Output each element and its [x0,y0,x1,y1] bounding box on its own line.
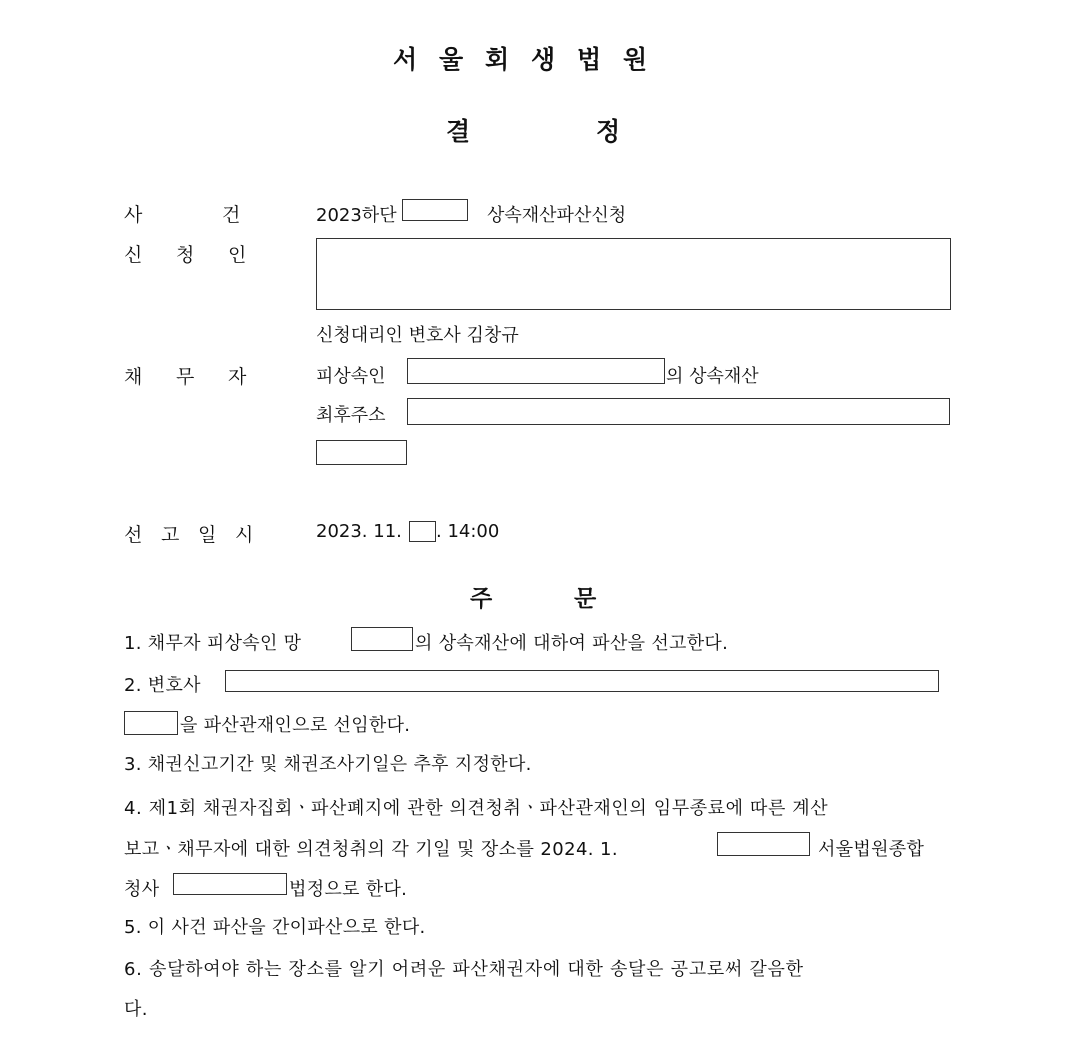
sentence-date: 2023. 11. [316,521,402,542]
decision-char: 결 [446,117,471,146]
redacted-address [407,398,950,425]
sentence-label-char: 선 [124,524,143,546]
case-name: 상속재산파산신청 [487,205,627,226]
court-name-char: 회 [485,45,510,74]
order-item-2-start: 2. 변호사 [124,675,201,696]
sentence-label-char: 시 [235,524,254,546]
debtor-label-char: 채 [124,366,143,388]
order-item-4-line-3-start: 청사 [124,879,160,900]
case-label-char: 건 [222,204,241,226]
order-item-5: 5. 이 사건 파산을 간이파산으로 한다. [124,917,426,938]
redacted-applicant-box [316,238,951,310]
applicant-label-char: 신 [124,244,143,266]
court-name-char: 서 [393,45,418,74]
order-item-3: 3. 채권신고기간 및 채권조사기일은 추후 지정한다. [124,754,532,775]
debtor-label-char: 무 [176,366,195,388]
deceased-label: 피상속인 [316,366,386,387]
court-name-char: 생 [531,45,556,74]
redacted-trustee-name-cont [124,711,178,735]
applicant-agent: 신청대리인 변호사 김창규 [316,325,519,346]
court-name-char: 법 [577,45,602,74]
order-item-4-line-2-start: 보고ㆍ채무자에 대한 의견청취의 각 기일 및 장소를 2024. 1. [124,839,619,860]
debtor-label-char: 자 [228,366,247,388]
redacted-hearing-date [717,832,810,856]
redacted-sentence-day [409,521,436,542]
order-item-4-line-3-end: 법정으로 한다. [289,879,408,900]
order-item-1-start: 1. 채무자 피상속인 망 [124,633,302,654]
sentence-time: . 14:00 [436,521,500,542]
redacted-address-extra [316,440,407,465]
sentence-label-char: 고 [161,524,180,546]
order-item-4-line-1: 4. 제1회 채권자집회ㆍ파산폐지에 관한 의견청취ㆍ파산관재인의 임무종료에 따른 계산 [124,798,829,819]
redacted-item-1-name [351,627,413,651]
case-number: 2023하단 [316,205,397,226]
order-item-2-end: 을 파산관재인으로 선임한다. [180,715,411,736]
redacted-deceased-name [407,358,665,384]
order-heading-char: 문 [574,586,597,612]
order-item-6-line-2: 다. [124,999,148,1020]
order-item-1-end: 의 상속재산에 대하여 파산을 선고한다. [415,633,729,654]
redacted-case-number [402,199,468,221]
sentence-label-char: 일 [198,524,217,546]
court-name-char: 울 [439,45,464,74]
order-item-4-line-2-end: 서울법원종합 [818,839,925,860]
estate-suffix: 의 상속재산 [666,366,759,387]
applicant-label-char: 인 [228,244,247,266]
court-name-char: 원 [623,45,648,74]
decision-char: 정 [596,117,621,146]
address-label: 최후주소 [316,405,386,426]
redacted-trustee-name [225,670,939,692]
redacted-courtroom [173,873,287,895]
order-item-6-line-1: 6. 송달하여야 하는 장소를 알기 어려운 파산채권자에 대한 송달은 공고로써 갈음한 [124,959,804,980]
applicant-label-char: 청 [176,244,195,266]
case-label-char: 사 [124,204,143,226]
order-heading-char: 주 [470,586,493,612]
